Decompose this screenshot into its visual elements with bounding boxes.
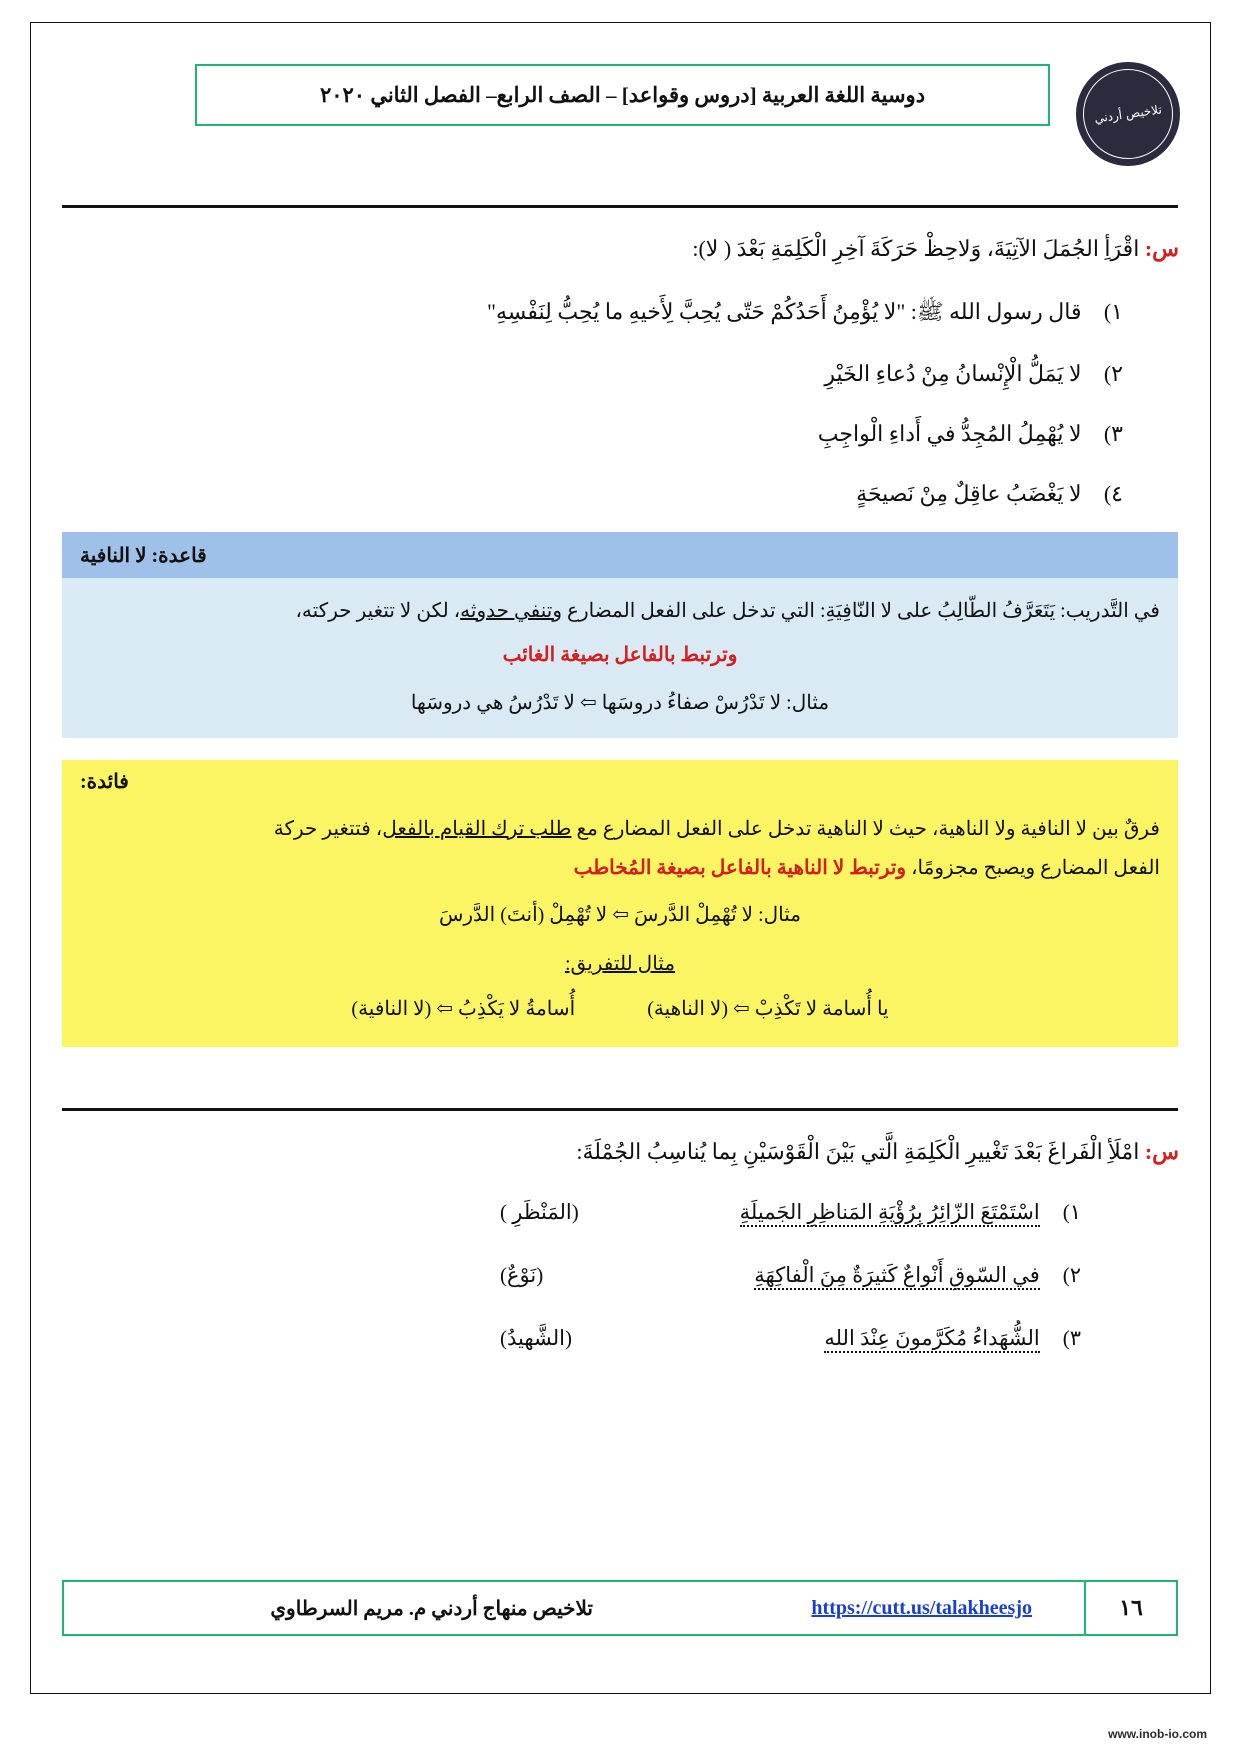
header-banner-text: دوسية اللغة العربية [دروس وقواعد] – الصف الرابع– الفصل الثاني ٢٠٢٠ — [319, 82, 926, 107]
page-footer — [62, 1580, 1178, 1636]
note-panel-body — [62, 802, 1178, 1047]
page-header — [60, 54, 1180, 170]
footer-credit: تلاخيص منهاج أردني م. مريم السرطاوي — [270, 1597, 593, 1620]
exercise1-prompt-text: اقْرَأِ الجُمَلَ الآتِيَةَ، وَلاحِظْ حَرَكَةَ آخِرِ الْكَلِمَةِ بَعْدَ ( لا): — [692, 236, 1140, 261]
note-panel-line1 — [80, 810, 1160, 849]
exercise2-item — [824, 1326, 1081, 1351]
exercise1-prompt — [692, 232, 1179, 265]
list-item-number: ٢) — [1103, 361, 1123, 386]
list-item-text: لا يَمَلُّ الْإِنْسانُ مِنْ دُعاءِ الخَيْرِ — [824, 361, 1082, 386]
rule-line1-underlined: وتنفي حدوثه — [460, 600, 563, 622]
exercise2-item-hint: (نَوْعٌ) — [500, 1263, 544, 1287]
watermark: www.inob-io.com — [1108, 1727, 1207, 1741]
note-line1-underlined: طلب ترك القيام بالفعل — [382, 818, 572, 840]
list-item-number: ٢) — [1062, 1263, 1081, 1287]
rule-panel-line2: وترتبط بالفاعل بصيغة الغائب — [502, 644, 738, 666]
exercise2-prompt-prefix: س: — [1144, 1139, 1179, 1164]
note-example-text: لا تُهْمِلْ الدَّرسَ ⇦ لا تُهْمِلْ (أنتَ) الدَّرسَ — [438, 904, 754, 926]
note-compare-label: مثال للتفريق: — [564, 953, 676, 975]
list-item-number: ١) — [1103, 299, 1123, 324]
note-panel-example — [80, 896, 1160, 935]
list-item-text: اسْتَمْتَعَ الزّائِرُ بِرُؤْيَةِ المَناظِرِ الجَميلَةِ — [740, 1200, 1040, 1227]
exercise1-item — [487, 295, 1123, 328]
note-panel-title: فائدة: — [62, 760, 1178, 802]
note-panel — [62, 760, 1178, 1047]
exercise2-prompt — [576, 1135, 1179, 1168]
list-item-number: ٤) — [1103, 481, 1123, 506]
note-compare-row — [80, 990, 1160, 1029]
footer-link[interactable]: https://cutt.us/talakheesjo — [811, 1596, 1032, 1619]
exercise1-item — [824, 357, 1123, 390]
rule-line1-part-a: في التَّدريب: يَتَعَرَّفُ الطّالِبُ على لا النّافِيَةِ: التي تدخل على الفعل المضارع — [562, 600, 1160, 622]
note-line2-part-a: الفعل المضارع ويصبح مجزومًا، — [906, 857, 1160, 879]
rule-panel-line1 — [80, 592, 1160, 630]
rule-example-label: مثال: — [786, 692, 830, 714]
top-divider — [62, 205, 1178, 208]
rule-example-text: لا تَدْرُسْ صفاءُ دروسَها ⇦ لا تَدْرُسُ هي دروسَها — [410, 692, 782, 714]
list-item-text: قال رسول الله ﷺ: "لا يُؤْمِنُ أَحَدُكُمْ حَتّى يُحِبَّ لِأَخيهِ ما يُحِبُّ لِنَفْسِهِ" — [487, 299, 1082, 324]
note-panel-line2 — [80, 849, 1160, 888]
site-logo-icon — [1076, 62, 1180, 166]
list-item-text: في السّوقِ أَنْواعٌ كَثيرَةٌ مِنَ الْفاكِهَةِ — [754, 1263, 1039, 1290]
list-item-text: لا يَغْضَبُ عاقِلٌ مِنْ نَصيحَةٍ — [856, 481, 1082, 506]
note-compare-left: أُسامةُ لا يَكْذِبُ ⇦ (لا النافية) — [351, 998, 576, 1020]
rule-panel — [62, 532, 1178, 738]
exercise2-item — [740, 1200, 1081, 1225]
note-line2-highlight: وترتبط لا الناهية بالفاعل بصيغة المُخاطب — [573, 857, 907, 879]
logo-inner-text: تلاخيص أردني — [1077, 63, 1179, 165]
note-line1-part-c: ، فتتغير حركة — [273, 818, 383, 840]
list-item-text: الشُّهَداءُ مُكَرَّمونَ عِنْدَ الله — [824, 1326, 1039, 1353]
exercise1-item — [856, 477, 1123, 510]
exercise1-prompt-prefix: س: — [1144, 236, 1179, 261]
exercise2-item-hint: (المَنْظَرِ ) — [500, 1200, 579, 1224]
exercise2-item-hint: (الشَّهيدُ) — [500, 1326, 572, 1350]
note-compare-right: يا أُسامة لا تَكْذِبْ ⇦ (لا الناهية) — [647, 998, 889, 1020]
page-number: ١٦ — [1084, 1582, 1176, 1634]
list-item-number: ٣) — [1062, 1326, 1081, 1350]
header-banner — [195, 64, 1050, 126]
middle-divider — [62, 1108, 1178, 1111]
rule-line1-part-c: ، لكن لا تتغير حركته، — [295, 600, 461, 622]
exercise2-item — [754, 1263, 1081, 1288]
list-item-number: ٣) — [1103, 421, 1123, 446]
rule-panel-body — [62, 578, 1178, 738]
rule-panel-title: قاعدة: لا النافية — [62, 532, 1178, 578]
note-line1-part-a: فرقٌ بين لا النافية ولا الناهية، حيث لا الناهية تدخل على الفعل المضارع مع — [571, 818, 1160, 840]
list-item-text: لا يُهْمِلُ المُجِدُّ في أَداءِ الْواجِبِ — [817, 421, 1082, 446]
rule-panel-example — [80, 684, 1160, 722]
exercise1-item — [818, 417, 1123, 450]
note-example-label: مثال: — [758, 904, 802, 926]
exercise2-prompt-text: امْلَأِ الْفَراغَ بَعْدَ تَغْييرِ الْكَلِمَةِ الَّتي بَيْنَ الْقَوْسَيْنِ بِما يُناسِبُ الجُمْلَةَ: — [576, 1139, 1140, 1164]
list-item-number: ١) — [1062, 1200, 1081, 1224]
